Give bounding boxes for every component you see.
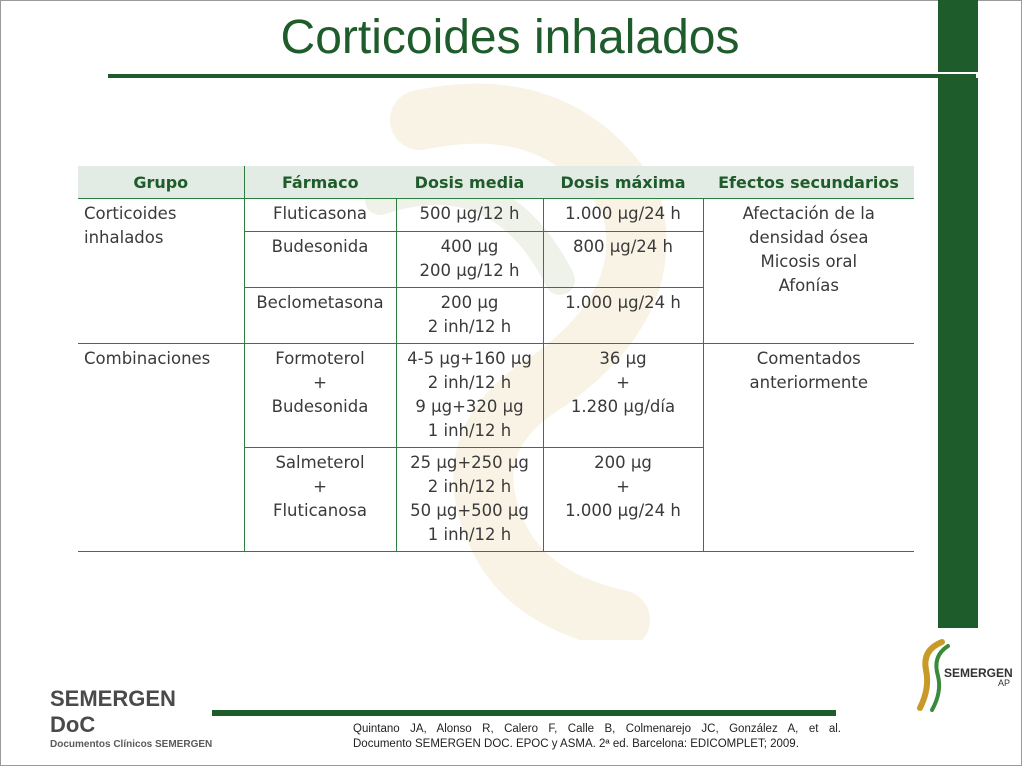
dose-max-line: 1.280 μg/día <box>570 397 676 416</box>
side-effect-line: densidad ósea <box>748 228 869 247</box>
dose-max-line: + <box>616 373 630 392</box>
side-effect-line: Afonías <box>778 276 839 295</box>
drug-line: Salmeterol <box>275 453 365 472</box>
dose-max-line: 36 μg <box>599 349 647 368</box>
dose-mean-line: 500 μg/12 h <box>419 204 520 223</box>
dose-max-line: + <box>616 477 630 496</box>
dose-mean-line: 2 inh/12 h <box>427 317 512 336</box>
side-effects-cell <box>703 344 914 552</box>
side-effect-line: Micosis oral <box>760 252 858 271</box>
footer-rule <box>212 710 836 716</box>
dose-mean-line: 2 inh/12 h <box>427 477 512 496</box>
dose-mean-cell <box>396 288 543 344</box>
header-drug: Fármaco <box>244 166 396 199</box>
dose-max-cell <box>543 232 703 288</box>
drug-line: Budesonida <box>271 397 369 416</box>
drug-cell <box>244 344 396 448</box>
header-side-effects: Efectos secundarios <box>703 166 914 199</box>
slide-title: Corticoides inhalados <box>280 11 740 64</box>
drug-line: Budesonida <box>271 237 369 256</box>
group-line: Corticoides <box>84 204 177 223</box>
dose-max-line: 800 μg/24 h <box>573 237 673 256</box>
dose-mean-cell <box>396 199 543 232</box>
side-effect-line: anteriormente <box>749 373 868 392</box>
dose-max-cell <box>543 199 703 232</box>
dosage-table <box>78 166 914 552</box>
drug-line: Formoterol <box>275 349 365 368</box>
group-line: Combinaciones <box>84 349 211 368</box>
header-group: Grupo <box>78 166 244 199</box>
citation-line: Documento SEMERGEN DOC. EPOC y ASMA. 2ª ed. Barcelona: EDICOMPLET; 2009. <box>353 738 799 750</box>
citation-line: Quintano JA, Alonso R, Calero F, Calle B, Colmenarejo JC, González A, et al. <box>353 723 841 735</box>
table-row <box>78 199 914 232</box>
drug-line: + <box>313 477 327 496</box>
table-header-row <box>78 166 914 199</box>
semergen-doc-logo <box>50 686 220 752</box>
group-line: inhalados <box>84 228 164 247</box>
group-cell <box>78 344 244 552</box>
dose-max-cell <box>543 288 703 344</box>
right-accent-bar <box>938 0 978 628</box>
dose-max-cell <box>543 344 703 448</box>
dose-max-line: 1.000 μg/24 h <box>565 501 681 520</box>
semergen-ap-logo <box>912 636 1012 716</box>
drug-line: Beclometasona <box>256 293 384 312</box>
dose-mean-line: 2 inh/12 h <box>427 373 512 392</box>
brand-ap: AP <box>998 678 1011 688</box>
brand-name: SEMERGEN <box>944 666 1013 680</box>
dose-mean-cell <box>396 448 543 552</box>
dose-max-line: 1.000 μg/24 h <box>565 293 681 312</box>
dose-mean-line: 25 μg+250 μg <box>410 453 529 472</box>
dose-mean-cell <box>396 232 543 288</box>
drug-cell <box>244 199 396 232</box>
group-cell <box>78 199 244 344</box>
dose-mean-line: 50 μg+500 μg <box>410 501 529 520</box>
dose-mean-line: 200 μg/12 h <box>419 261 520 280</box>
dose-max-cell <box>543 448 703 552</box>
dose-mean-line: 400 μg <box>440 237 499 256</box>
dose-mean-line: 9 μg+320 μg <box>415 397 524 416</box>
drug-cell <box>244 232 396 288</box>
dose-max-line: 200 μg <box>594 453 652 472</box>
logo-subtitle: Documentos Clínicos SEMERGEN <box>50 739 213 750</box>
drug-line: Fluticanosa <box>272 501 368 520</box>
drug-line: Fluticasona <box>272 204 368 223</box>
dose-mean-line: 4-5 μg+160 μg <box>407 349 532 368</box>
drug-cell <box>244 448 396 552</box>
logo-name: SEMERGEN DoC <box>50 686 176 737</box>
drug-line: + <box>313 373 327 392</box>
table-row <box>78 344 914 448</box>
header-dose-max: Dosis máxima <box>543 166 703 199</box>
side-effect-line: Comentados <box>756 349 861 368</box>
header-dose-mean: Dosis media <box>396 166 543 199</box>
dose-mean-line: 1 inh/12 h <box>427 525 512 544</box>
dose-mean-line: 1 inh/12 h <box>427 421 512 440</box>
dose-mean-line: 200 μg <box>440 293 499 312</box>
title-underline <box>108 74 976 78</box>
side-effect-line: Afectación de la <box>742 204 875 223</box>
dose-max-line: 1.000 μg/24 h <box>565 204 681 223</box>
drug-cell <box>244 288 396 344</box>
side-effects-cell <box>703 199 914 344</box>
citation <box>353 722 841 752</box>
dose-mean-cell <box>396 344 543 448</box>
